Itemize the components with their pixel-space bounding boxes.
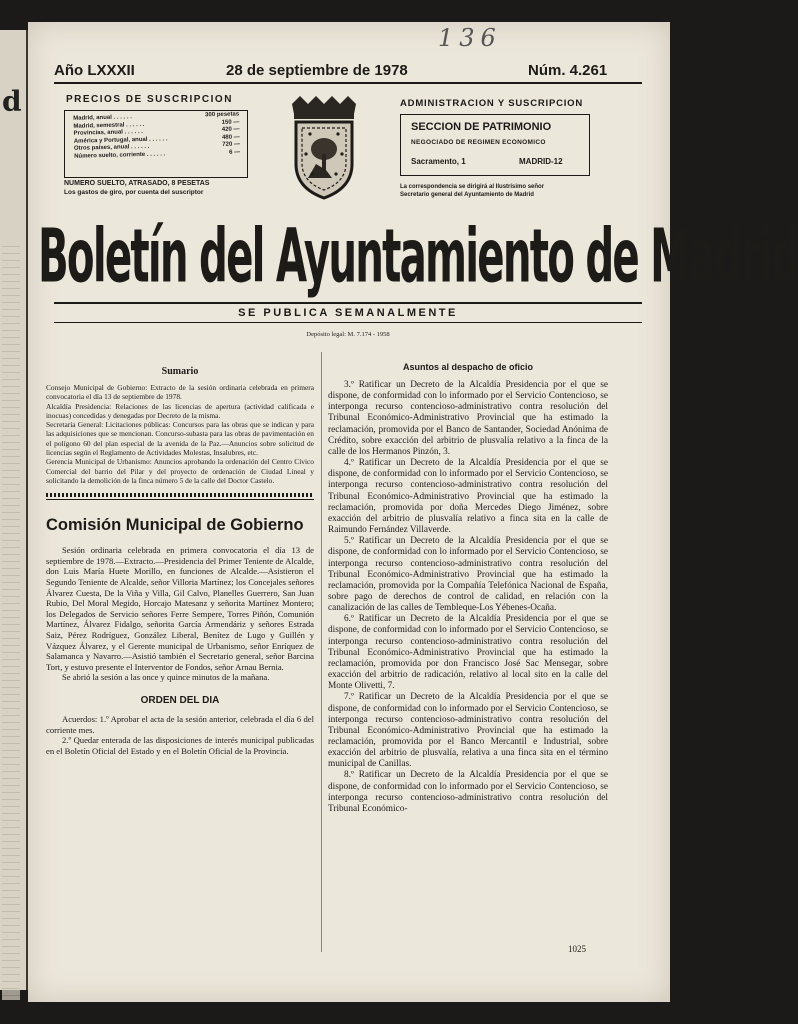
- single-issue-note: NUMERO SUELTO, ATRASADO, 8 PESETAS: [64, 180, 210, 187]
- adjacent-page-fragment: d: [2, 85, 22, 118]
- price-value: 150 —: [221, 118, 240, 126]
- summary-title: Sumario: [161, 366, 199, 377]
- subscription-price-list: [65, 106, 248, 161]
- summary-list: [46, 383, 314, 485]
- official-matters-title: Asuntos al despacho de oficio: [402, 362, 534, 372]
- commission-paragraph: Sesión ordinaria celebrada en primera convocatoria el día 13 de septiembre de 1978.—Extracto.—Presidencia del Primer Teniente de Alcalde, don Luis María Huete Morillo, en funciones de Alcalde.—Asistieron el Segundo Teniente de Alcalde, señor Villoria Martínez; los Concejales señores Álvarez Cuesta, De la Viña y Villa, Gil Calvo, Planelles Guerrero, San Juan Rubio, Del Moral Megido, Horcajo Matesanz y señorita Martínez Montero; los Delegados de Servicio señores Ferre Sempere, Torres Piñón, Comunión Martínez, Álvarez Fidalgo, señorita García Armendáriz y señores Estrada Saiz, Pérez Rodríguez, González Liberal, Benítez de Lugo y Guillén y Vázquez Álvarez, y el Gerente municipal de Urbanismo, señor Enríquez de Salamanca y Navarro.—Asistió también el Secretario general, señor Barcina Tort, y estuvo presente el Interventor de Fondos, señor Arnau Bernia.: [46, 545, 314, 672]
- publication-frequency: SE PUBLICA SEMANALMENTE: [238, 307, 458, 319]
- price-value: 480 —: [221, 133, 240, 141]
- column-separator: [321, 352, 322, 952]
- order-paragraph: Acuerdos: 1.º Aprobar el acta de la sesión anterior, celebrada el día 6 del corriente mes.: [46, 713, 314, 735]
- official-matter-paragraph: 6.º Ratificar un Decreto de la Alcaldía Presidencia por el que se dispone, de conformidad con lo informado por el Servicio Contencioso, se interponga recurso contencioso-administrativo contra resolución del Tribunal Económico-Administrativo Provincial que ha estimado la reclamación, promovida por don Francisco José Sac Mensegar, sobre exacción del arbitrio de radicación, relativo al local sito en la calle del Monte Olivetti, 7.: [328, 614, 608, 692]
- official-matter-paragraph: 3.º Ratificar un Decreto de la Alcaldía Presidencia por el que se dispone, de conformidad con lo informado por el Servicio Contencioso, se interponga recurso contencioso-administrativo contra resolución del Tribunal Económico-Administrativo Provincial que ha estimado la reclamación, promovida por el Banco de Santander, Sociedad Anónima de Crédito, sobre exacción del arbitrio de plusvalía relativo a la finca de la calle de los Hermanos Pinzón, 3.: [328, 380, 608, 457]
- price-value: 300 pesetas: [205, 111, 240, 119]
- official-matter-paragraph: 5.º Ratificar un Decreto de la Alcaldía Presidencia por el que se dispone, de conformidad con lo informado por el Servicio Contencioso, se interponga recurso contencioso-administrativo contra resolución del Tribunal Económico-Administrativo Provincial que ha estimado la reclamación, promovida por la Compañía Telefónica Nacional de España, sobre pago de derechos de control de calidad, en relación con la canalización de las calles de Tembleque-Los Yébenes-Ocaña.: [328, 536, 608, 614]
- legal-deposit: Depósito legal: M. 7.174 - 1958: [306, 331, 390, 338]
- masthead-rule-bottom: [54, 322, 642, 323]
- masthead-rule-top: [54, 302, 642, 304]
- price-label: Madrid, anual . . . . . .: [73, 114, 132, 122]
- adjacent-page-edge: [0, 30, 28, 990]
- price-value: 6 —: [229, 148, 241, 156]
- year-label: Año LXXXII: [54, 62, 135, 79]
- subscription-box: [64, 110, 248, 178]
- order-paragraph: 2.º Quedar enterada de las disposiciones de interés municipal publicadas en el Boletín Oficial del Estado y en el Boletín Oficial de la Provincia.: [46, 735, 314, 756]
- price-label: América y Portugal, anual . . . . . .: [73, 135, 168, 145]
- office-name: SECCION DE PATRIMONIO: [411, 121, 552, 133]
- commission-title: Comisión Municipal de Gobierno: [46, 516, 304, 535]
- price-label: Número suelto, corriente . . . . . .: [74, 150, 166, 160]
- issue-number: Núm. 4.261: [528, 62, 608, 79]
- price-value: 720 —: [222, 141, 241, 148]
- department-name: NEGOCIADO DE REGIMEN ECONOMICO: [411, 139, 546, 146]
- subscription-title: PRECIOS DE SUSCRIPCION: [66, 94, 233, 105]
- order-of-day-title: ORDEN DEL DIA: [140, 694, 220, 706]
- commission-paragraph: Se abrió la sesión a las once y quince minutos de la mañana.: [62, 672, 270, 683]
- correspondence-note-1: La correspondencia se dirigirá al Ilustrísimo señor: [400, 184, 545, 190]
- price-label: Otros países, anual . . . . . .: [73, 143, 150, 152]
- bulletin-page: [28, 22, 798, 1002]
- administration-box: [400, 114, 590, 176]
- summary-divider-line: [46, 499, 314, 500]
- price-label: Provincias, anual . . . . . .: [73, 128, 144, 137]
- price-label: Madrid, semestral . . . . . .: [73, 121, 145, 130]
- page-number: 1025: [568, 944, 586, 954]
- masthead-title: Boletín del Ayuntamiento de Madrid: [38, 214, 798, 300]
- summary-divider: [46, 493, 314, 497]
- official-matter-paragraph: 8.º Ratificar un Decreto de la Alcaldía Presidencia por el que se dispone, de conformidad con lo informado por el Servicio Contencioso, se interponga recurso contencioso-administrativo contra resolución del Tribunal Económico-: [328, 770, 608, 814]
- correspondence-note-2: Secretario general del Ayuntamiento de Madrid: [400, 192, 534, 198]
- office-city: MADRID-12: [519, 157, 563, 166]
- commission-text: [46, 545, 314, 683]
- summary-item: Secretaría General: Licitaciones públicas: Concursos para las obras que se indican y para las adquisiciones que se mencionan. Concurso-subasta para las obras de pavimentación en el polígono 60 del plan especial de la avenida de la Paz.—Anuncios sobre solicitud de licencias según el Reglamento de Actividades Molestas, Insalubres, etc.: [46, 420, 314, 458]
- official-matter-paragraph: 4.º Ratificar un Decreto de la Alcaldía Presidencia por el que se dispone, de conformidad con lo informado por el Servicio Contencioso, se interponga recurso contencioso-administrativo contra resolución del Tribunal Económico-Administrativo Provincial que ha estimado la reclamación, promovida por doña Mercedes Diego Jiménez, sobre exacción del arbitrio de plusvalía relativo a finca sita en la calle de Raimundo Fernández Villaverde.: [328, 458, 608, 536]
- right-column: [328, 362, 608, 815]
- handwritten-page-note: 136: [438, 24, 502, 52]
- order-of-day-text: [46, 714, 314, 756]
- official-matters-text: [328, 380, 608, 815]
- adjacent-page-text: [2, 240, 20, 1000]
- official-matter-paragraph: 7.º Ratificar un Decreto de la Alcaldía Presidencia por el que se dispone, de conformidad con lo informado por el Servicio Contencioso, se interponga recurso contencioso-administrativo contra resolución del Tribunal Económico-Administrativo Provincial que ha estimado la reclamación, promovida por el Banco Mercantil e Industrial, sobre exacción del arbitrio de plusvalía, relativa a una finca sita en el término municipal de Canillas.: [328, 692, 608, 770]
- summary-item: Consejo Municipal de Gobierno: Extracto de la sesión ordinaria celebrada en primera convocatoria el día 13 de septiembre de 1978.: [46, 383, 314, 402]
- shipping-note: Los gastos de giro, por cuenta del suscriptor: [64, 189, 204, 196]
- price-value: 420 —: [221, 126, 240, 133]
- coat-of-arms-icon: [280, 94, 368, 204]
- summary-item: Alcaldía Presidencia: Relaciones de las licencias de apertura (actividad calificada e inocuas) concedidas y denegadas por Decreto de la misma.: [46, 401, 314, 420]
- left-column: [46, 352, 314, 756]
- issue-date: 28 de septiembre de 1978: [226, 62, 408, 79]
- administration-title: ADMINISTRACION Y SUSCRIPCION: [400, 98, 584, 109]
- office-address: Sacramento, 1: [411, 157, 466, 166]
- summary-item: Gerencia Municipal de Urbanismo: Anuncios aprobando la ordenación del Centro Cívico Comercial del barrio del Pilar y del proyecto de ordenación de Ciudad Lineal y solicitando la demolición de la finca número 5 de la calle del Doctor Castelo.: [46, 457, 314, 485]
- madrid-coat-of-arms: [280, 94, 368, 204]
- header-rule: [54, 82, 642, 84]
